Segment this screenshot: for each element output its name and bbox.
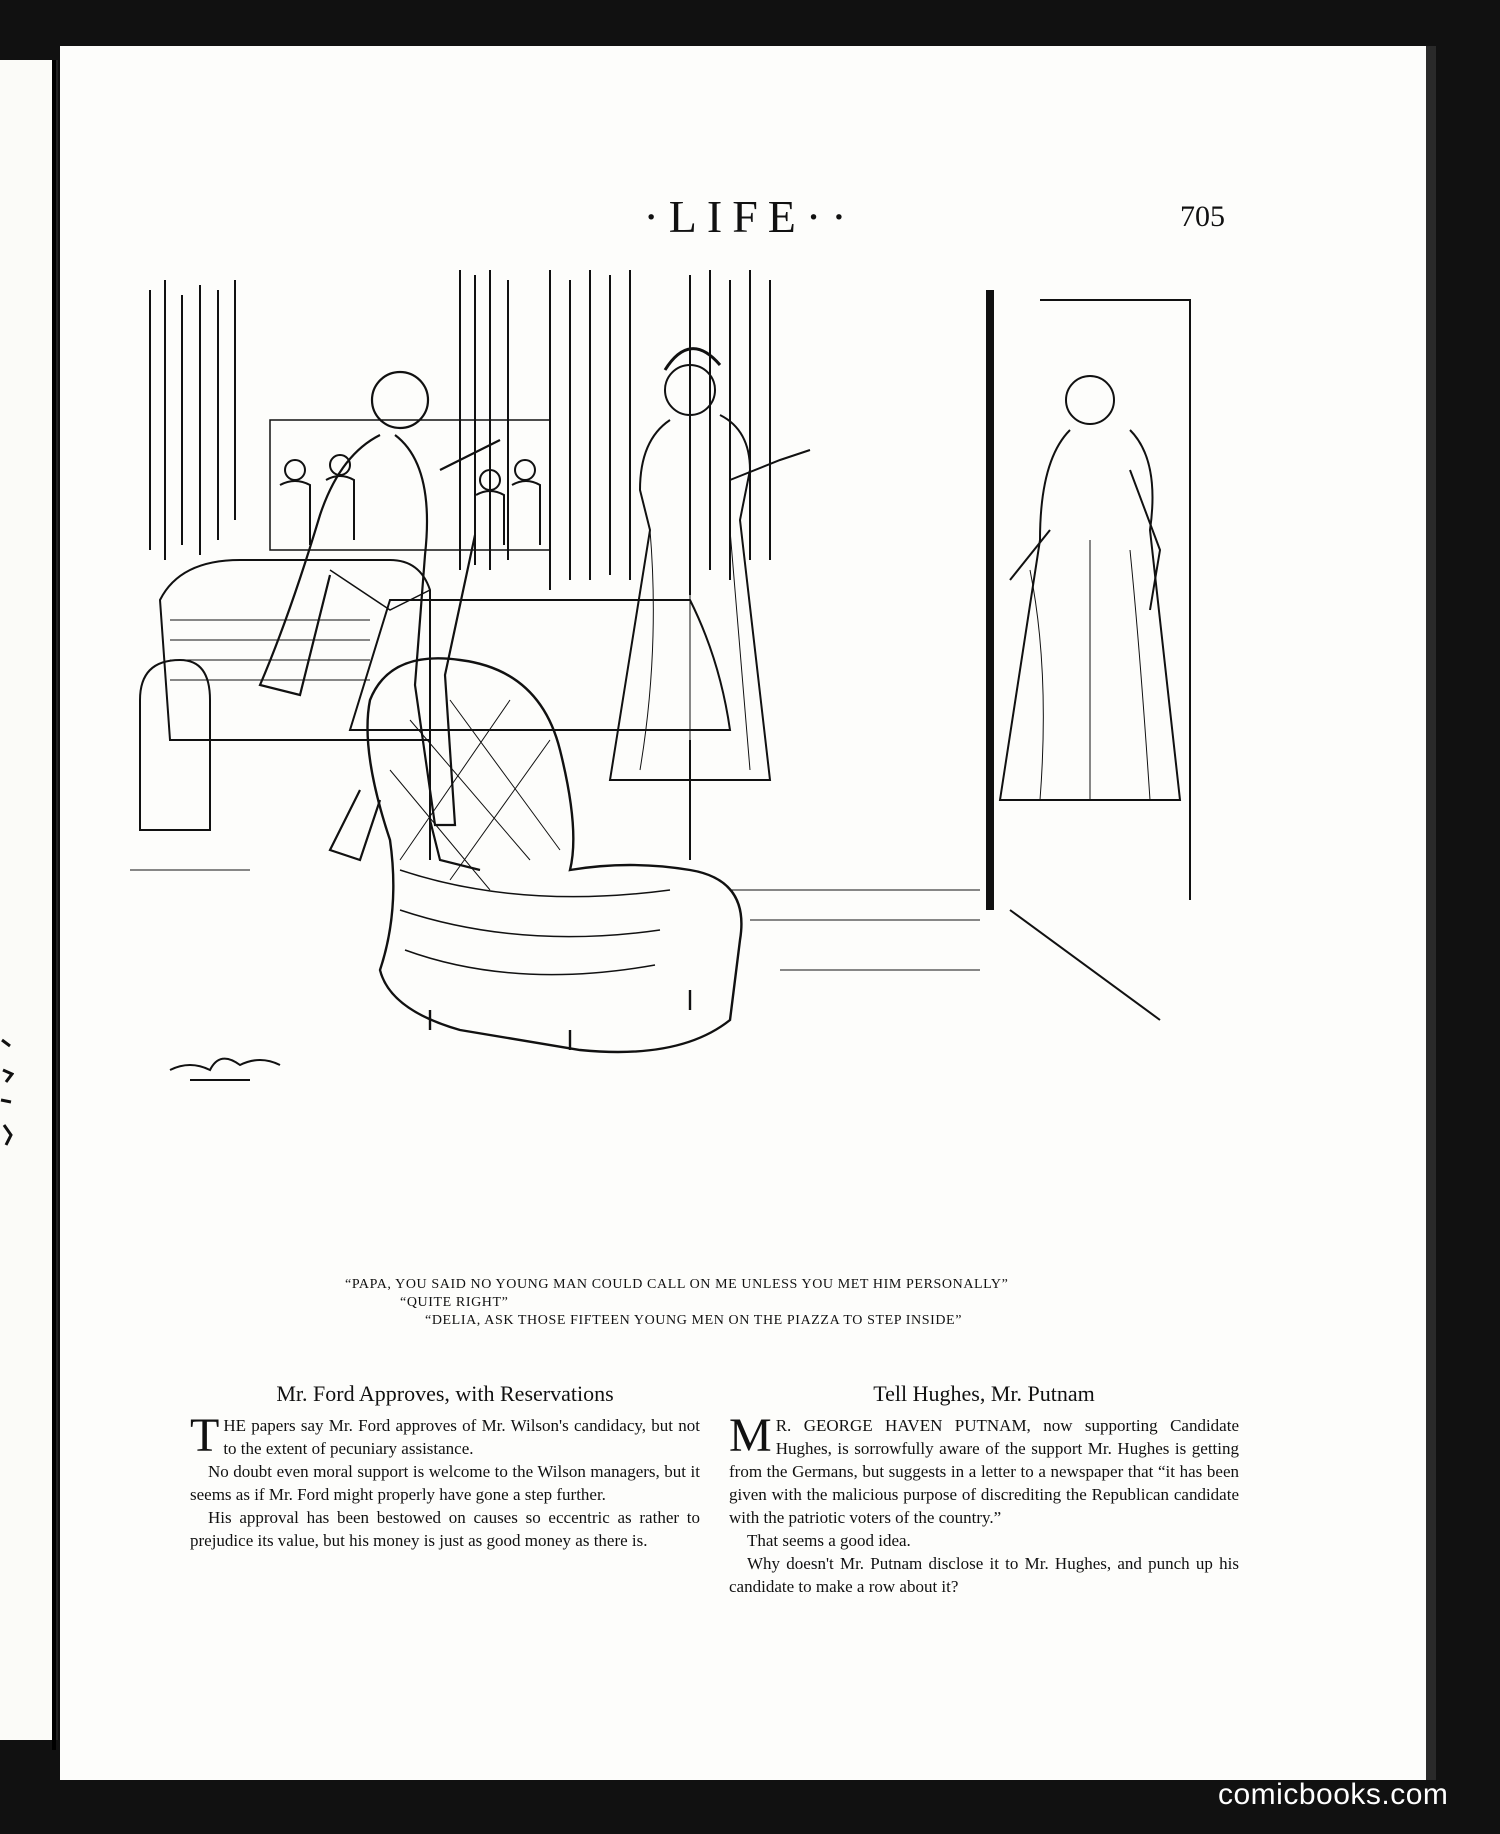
watermark: comicbooks.com [1218,1778,1449,1811]
article-ford-paragraph-2: No doubt even moral support is welcome to the Wilson managers, but it seems as if Mr. Ford might properly have gone a step further. [190,1462,700,1504]
caption-line-1: “PAPA, YOU SAID NO YOUNG MAN COULD CALL ON ME UNLESS YOU MET HIM PERSONALLY” [345,1277,1009,1292]
article-ford-title: Mr. Ford Approves, with Reservations [276,1381,614,1406]
article-putnam-paragraph-3: Why doesn't Mr. Putnam disclose it to Mr. Hughes, and punch up his candidate to make a row about it? [729,1554,1239,1596]
cartoon-caption [300,1276,1200,1330]
caption-line-2: “QUITE RIGHT” [400,1295,509,1310]
article-ford-paragraph-1 [190,1409,700,1462]
margin-marks [0,1030,14,1180]
paragraph-text: HE papers say Mr. Ford approves of Mr. Wilson's candidacy, but not to the extent of pecuniary assistance. [223,1416,700,1458]
article-putnam [729,1380,1239,1598]
article-putnam-title: Tell Hughes, Mr. Putnam [873,1381,1095,1406]
article-ford [190,1380,700,1552]
article-putnam-paragraph-1 [729,1409,1239,1529]
dropcap: T [190,1409,220,1462]
article-putnam-paragraph-2: That seems a good idea. [747,1531,911,1550]
magazine-title: ·LIFE·· [643,191,857,242]
father-figure [260,372,500,870]
cartoon-illustration [130,270,1270,1230]
page-right-edge [1426,46,1436,1780]
maid-figure [1000,376,1180,800]
article-ford-paragraph-3: His approval has been bestowed on causes so eccentric as rather to prejudice its value, but his money is just as good money as there is. [190,1508,700,1550]
previous-page-edge [0,60,58,1740]
wicker-armchair [368,658,742,1052]
paragraph-text: R. GEORGE HAVEN PUTNAM, now supporting Candidate Hughes, is sorrowfully aware of the support Mr. Hughes is getting from the Germans, but suggests in a letter to a newspaper that “it has been given with the malicious purpose of discrediting the Republican candidate with the patriotic voters of the country.” [729,1416,1239,1527]
page-number: 705 [1180,200,1225,233]
page-gutter-line [52,60,56,1750]
curtains [150,270,770,595]
young-men-outside [280,455,540,545]
caption-line-3: “DELIA, ASK THOSE FIFTEEN YOUNG MEN ON THE PIAZZA TO STEP INSIDE” [425,1313,963,1328]
dropcap: M [729,1409,772,1462]
